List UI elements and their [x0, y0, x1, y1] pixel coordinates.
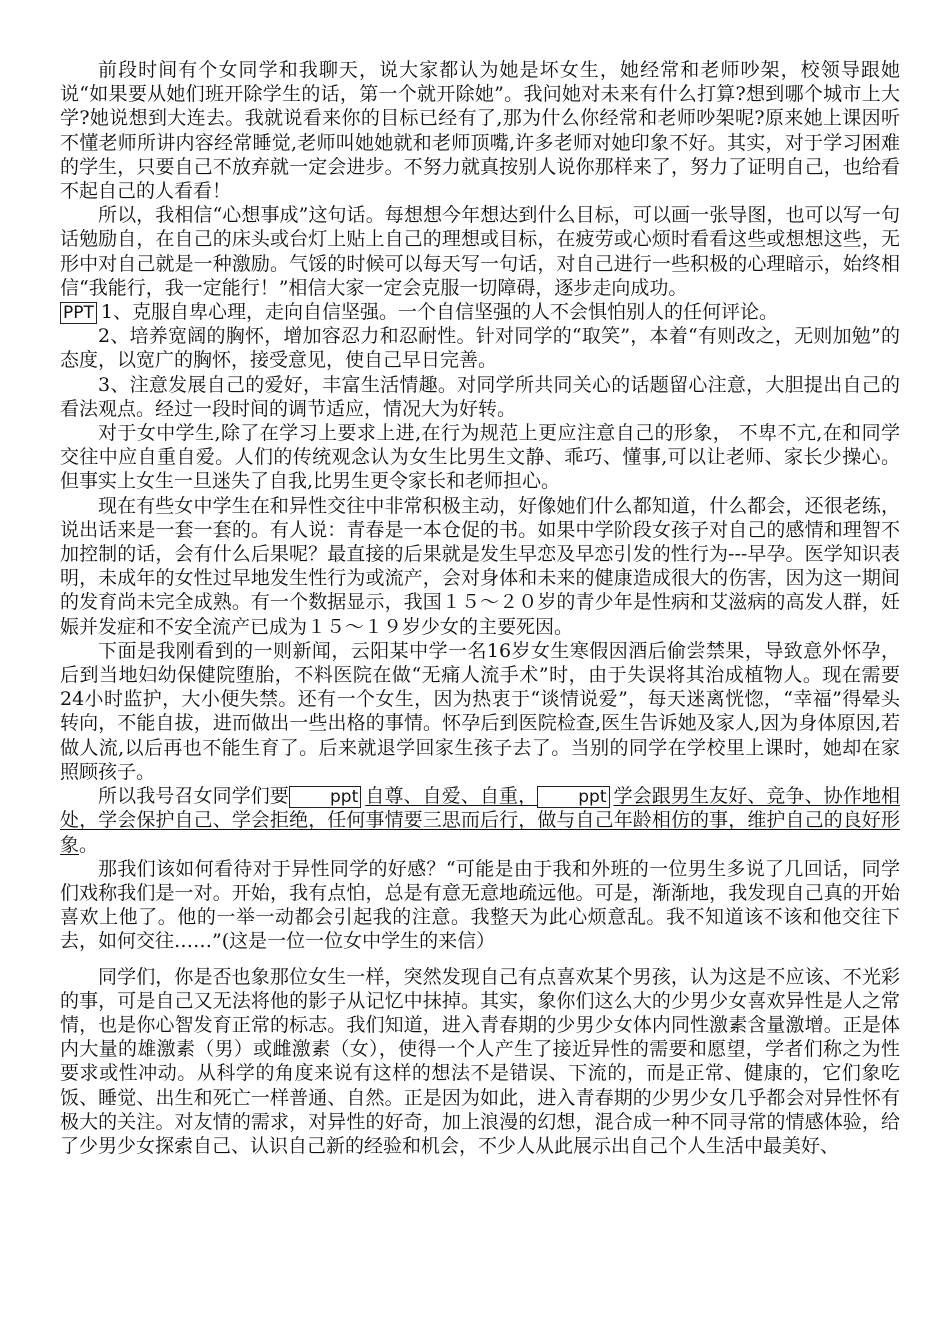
- ppt-tag-1: ppt: [289, 786, 361, 808]
- paragraph-6: 对于女中学生,除了在学习上要求上进,在行为规范上更应注意自己的形象， 不卑不亢,在和同学交往中应自重自爱。人们的传统观念认为女生比男生文静、乖巧、懂事,可以让老师、家长少操心。但事实上女生一旦迷失了自我,比男生更令家长和老师担心。: [60, 422, 900, 493]
- paragraph-10: 那我们该如何看待对于异性同学的好感？“可能是由于我和外班的一位男生多说了几回话，同学们戏称我们是一对。开始，我有点怕，总是有意无意地疏远他。可是，渐渐地，我发现自己真的开始喜欢上他了。他的一举一动都会引起我的注意。我整天为此心烦意乱。我不知道该不该和他交往下去，如何交往……”(这是一位一位女中学生的来信）: [60, 857, 900, 953]
- paragraph-11: 同学们，你是否也象那位女生一样，突然发现自己有点喜欢某个男孩，认为这是不应该、不光彩的事，可是自己又无法将他的影子从记忆中抹掉。其实，象你们这么大的少男少女喜欢异性是人之常情，也是你心智发育正常的标志。我们知道，进入青春期的少男少女体内同性激素含量激增。正是体内大量的雄激素（男）或雌激素（女），使得一个人产生了接近异性的需要和愿望，学者们称之为性要求或性冲动。从科学的角度来说有这样的想法不是错误、下流的，而是正常、健康的，它们象吃饭、睡觉、出生和死亡一样普通、自然。正是因为如此，进入青春期的少男少女几乎都会对异性怀有极大的关注。对友情的需求，对异性的好奇，加上浪漫的幻想，混合成一种不同寻常的情感体验，给了少男少女探索自己、认识自己新的经验和机会，不少人从此展示出自己个人生活中最美好、: [60, 965, 900, 1157]
- paragraph-3-text: 1、克服自卑心理，走向自信坚强。一个自信坚强的人不会惧怕别人的任何评论。: [100, 301, 778, 324]
- ppt-tag-2: ppt: [537, 786, 609, 808]
- paragraph-5: 3、注意发展自己的爱好，丰富生活情趣。对同学所共同关心的话题留心注意，大胆提出自己的看法观点。经过一段时间的调节适应，情况大为好转。: [60, 373, 900, 420]
- paragraph-3: [60, 300, 900, 324]
- paragraph-4: 2、培养宽阔的胸怀，增加容忍力和忍耐性。针对同学的“取笑”，本着“有则改之，无则加勉”的态度，以宽广的胸怀，接受意见，使自己早日完善。: [60, 325, 900, 372]
- paragraph-7: 现在有些女中学生在和异性交往中非常积极主动，好像她们什么都知道，什么都会，还很老练，说出话来是一套一套的。有人说：青春是一本仓促的书。如果中学阶段女孩子对自己的感情和理智不加控制的话，会有什么后果呢？最直接的后果就是发生早恋及早恋引发的性行为---早孕。医学知识表明，未成年的女性过早地发生性行为或流产，会对身体和未来的健康造成很大的伤害，因为这一期间的发育尚未完全成熟。有一个数据显示，我国１５～２０岁的青少年是性病和艾滋病的高发人群，妊娠并发症和不安全流产已成为１５～１９岁少女的主要死因。: [60, 494, 900, 638]
- paragraph-9-end: 。: [79, 833, 99, 856]
- underlined-text-1: 自尊、自爱、自重，: [365, 785, 538, 808]
- ppt-tag: PPT: [60, 302, 97, 324]
- underlined-text-2: 学会跟男生友好、竞争、协作地相处，学会保护自己、学会拒绝，任何事情要三思而后行，做与自己年龄相仿的事，维护自己的良好形象: [60, 785, 900, 856]
- document-body: [60, 58, 900, 1158]
- paragraph-9-lead: 所以我号召女同学们要: [98, 785, 289, 808]
- paragraph-2: 所以，我相信“心想事成”这句话。每想想今年想达到什么目标，可以画一张导图，也可以写一句话勉励自，在自己的床头或台灯上贴上自己的理想或目标，在疲劳或心烦时看看这些或想想这些，无形中对自己就是一种激励。气馁的时候可以每天写一句话，对自己进行一些积极的心理暗示，始终相信“我能行，我一定能行！”相信大家一定会克服一切障碍，逐步走向成功。: [60, 204, 900, 299]
- paragraph-8: 下面是我刚看到的一则新闻，云阳某中学一名16岁女生寒假因酒后偷尝禁果，导致意外怀孕，后到当地妇幼保健院堕胎，不料医院在做“无痛人流手术”时，由于失误将其治成植物人。现在需要24小时监护，大小便失禁。还有一个女生，因为热衷于“谈情说爱”，每天迷离恍惚，“幸福”得晕头转向，不能自拔，进而做出一些出格的事情。怀孕后到医院检查,医生告诉她及家人,因为身体原因,若做人流,以后再也不能生育了。后来就退学回家生孩子去了。当别的同学在学校里上课时，她却在家照顾孩子。: [60, 639, 900, 783]
- paragraph-1: 前段时间有个女同学和我聊天，说大家都认为她是坏女生，她经常和老师吵架，校领导跟她说“如果要从她们班开除学生的话，第一个就开除她”。我问她对未来有什么打算?想到哪个城市上大学?她说想到大连去。我就说看来你的目标已经有了,那为什么你经常和老师吵架呢?原来她上课因听不懂老师所讲内容经常睡觉,老师叫她她就和老师顶嘴,许多老师对她印象不好。其实，对于学习困难的学生，只要自己不放弃就一定会进步。不努力就真按别人说你那样来了，努力了证明自己，也给看不起自己的人看看！: [60, 59, 900, 203]
- paragraph-9: [60, 784, 900, 857]
